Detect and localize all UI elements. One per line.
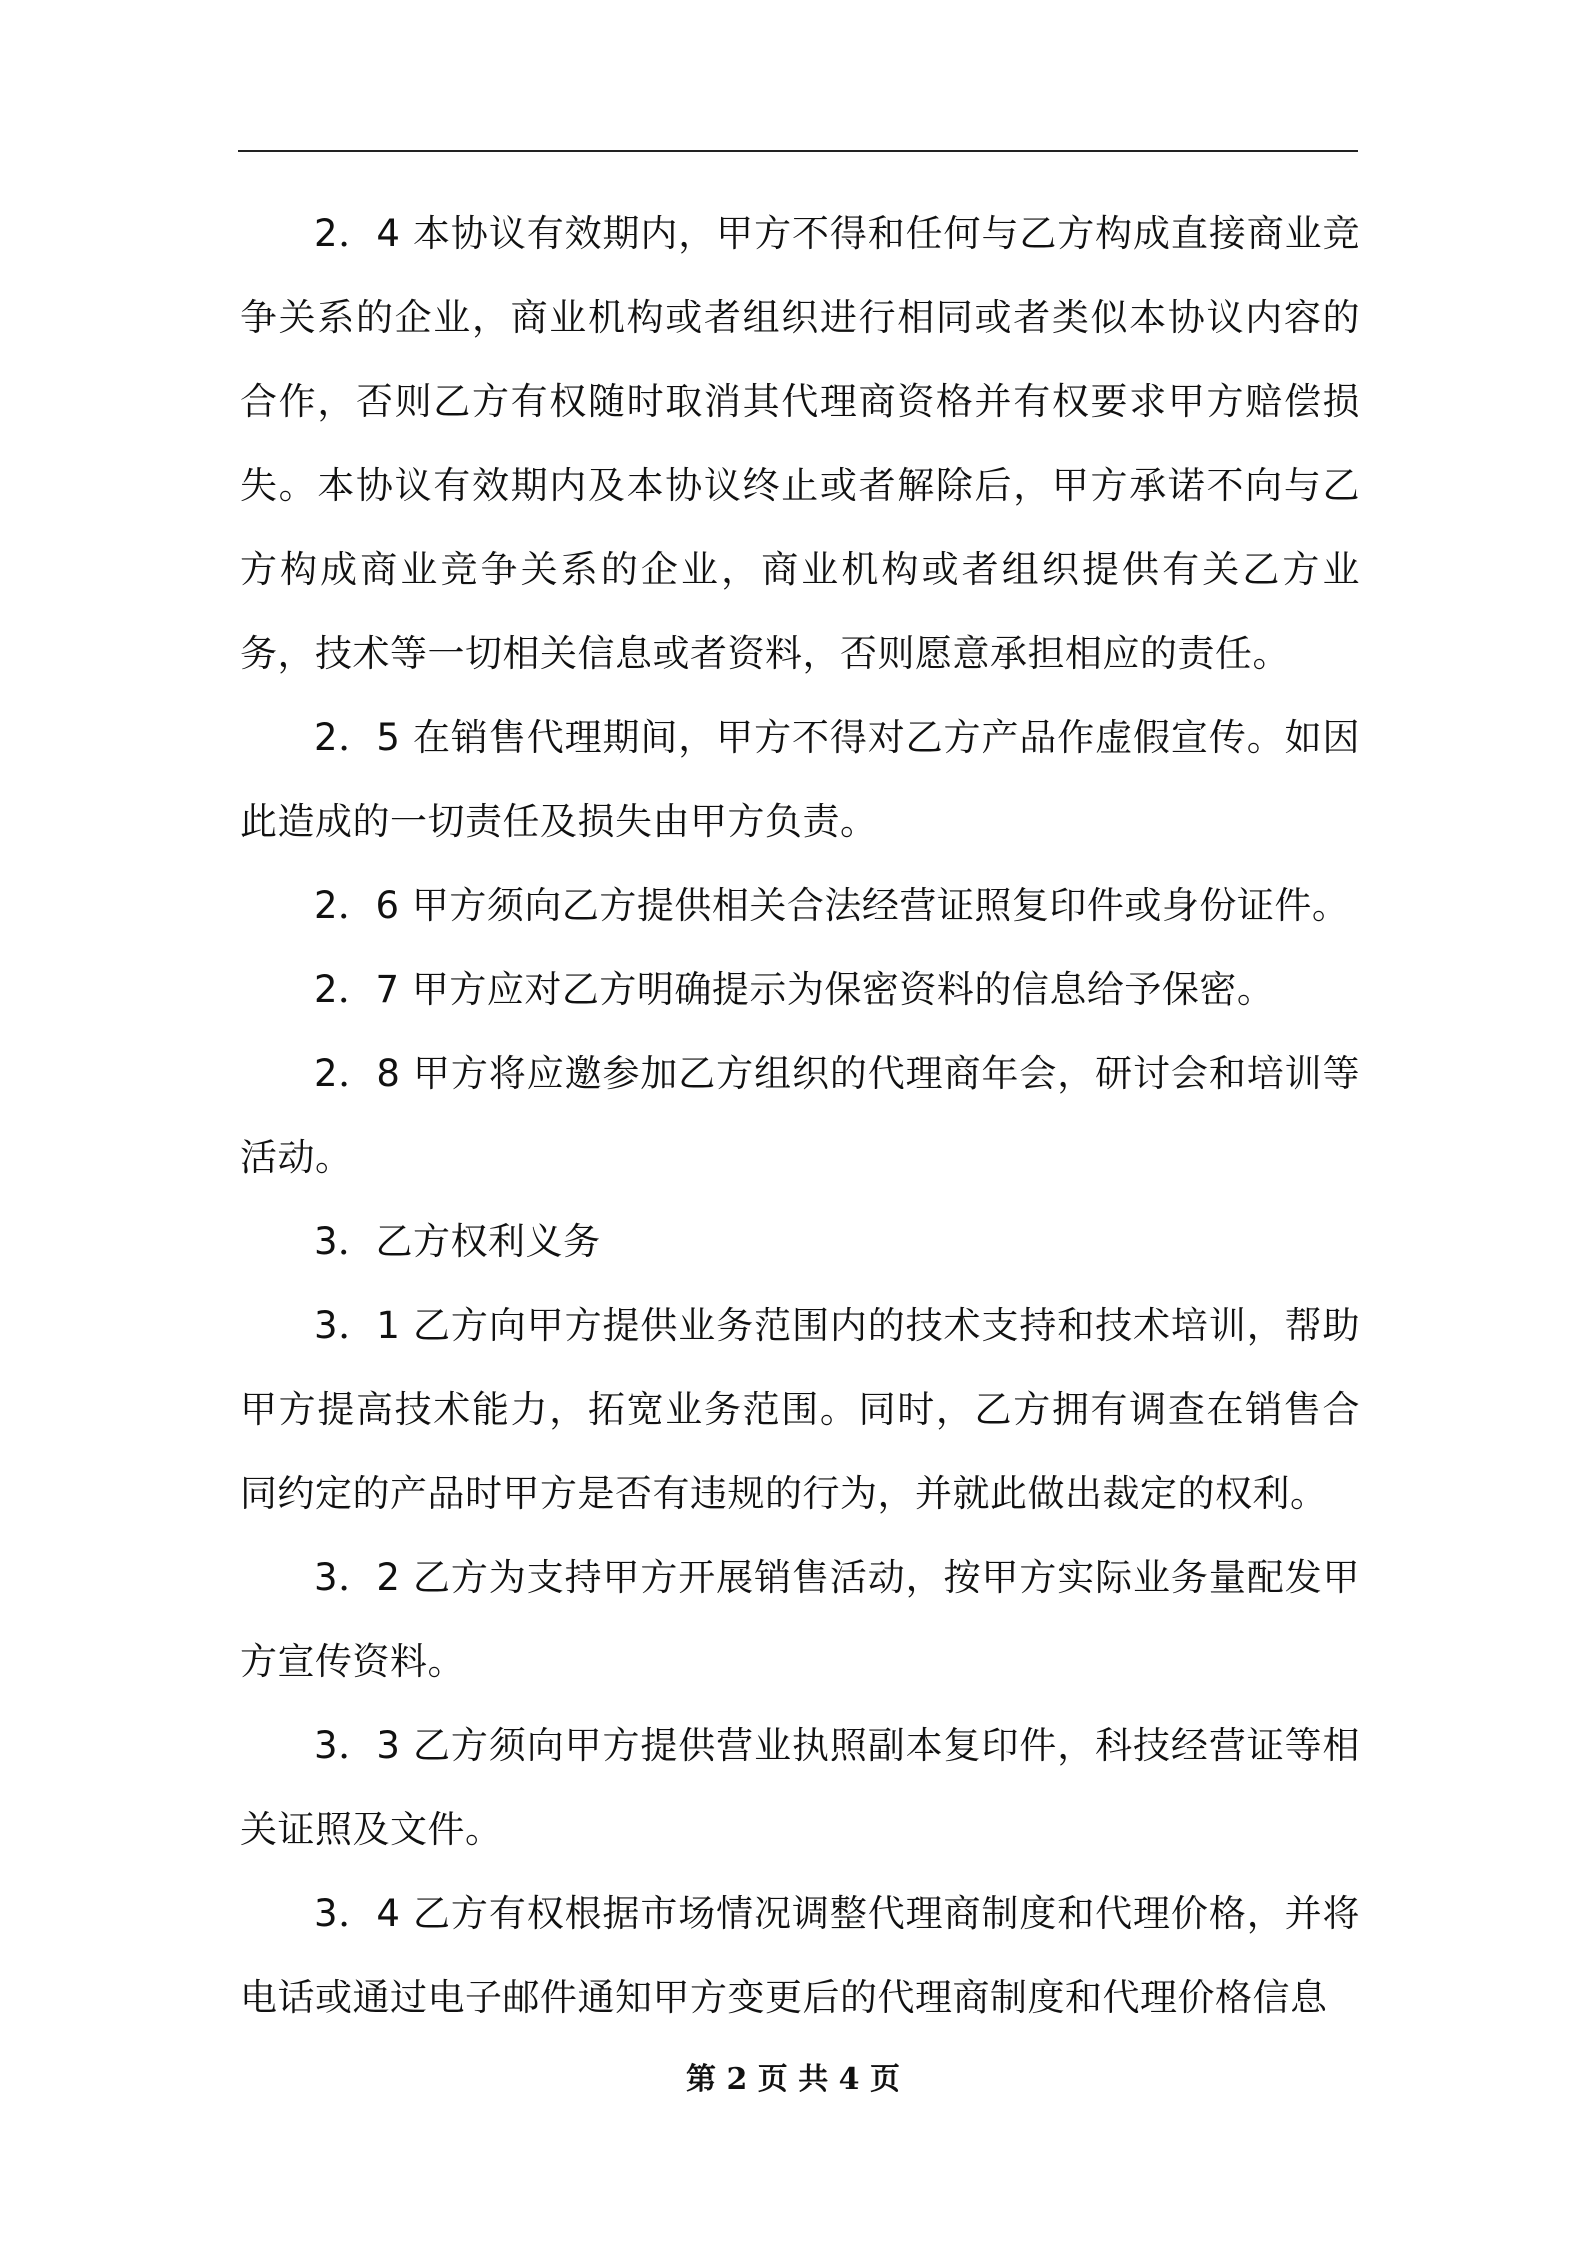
page-number-label: 第 2 页 共 4 页 (686, 2062, 900, 2097)
paragraph-2-8: 2．8 甲方将应邀参加乙方组织的代理商年会，研讨会和培训等活动。 (240, 1052, 1360, 1179)
paragraph-3-3: 3．3 乙方须向甲方提供营业执照副本复印件，科技经营证等相关证照及文件。 (240, 1724, 1360, 1851)
paragraph-3-4: 3．4 乙方有权根据市场情况调整代理商制度和代理价格，并将电话或通过电子邮件通知甲方变更后的代理商制度和代理价格信息 (240, 1892, 1360, 2019)
header-rule (238, 150, 1358, 152)
paragraph-3-1: 3．1 乙方向甲方提供业务范围内的技术支持和技术培训，帮助甲方提高技术能力，拓宽业务范围。同时，乙方拥有调查在销售合同约定的产品时甲方是否有违规的行为，并就此做出裁定的权利。 (240, 1304, 1360, 1515)
document-body (240, 192, 1360, 2040)
page-footer (0, 2060, 1586, 2100)
paragraph-2-4: 2．4 本协议有效期内，甲方不得和任何与乙方构成直接商业竞争关系的企业，商业机构或者组织进行相同或者类似本协议内容的合作，否则乙方有权随时取消其代理商资格并有权要求甲方赔偿损失。本协议有效期内及本协议终止或者解除后，甲方承诺不向与乙方构成商业竞争关系的企业，商业机构或者组织提供有关乙方业务，技术等一切相关信息或者资料，否则愿意承担相应的责任。 (240, 212, 1360, 675)
paragraph-3-2: 3．2 乙方为支持甲方开展销售活动，按甲方实际业务量配发甲方宣传资料。 (240, 1556, 1360, 1683)
paragraph-2-7: 2．7 甲方应对乙方明确提示为保密资料的信息给予保密。 (314, 968, 1275, 1011)
paragraph-2-5: 2．5 在销售代理期间，甲方不得对乙方产品作虚假宣传。如因此造成的一切责任及损失由甲方负责。 (240, 716, 1360, 843)
section-heading-3: 3．乙方权利义务 (314, 1220, 601, 1263)
paragraph-2-6: 2．6 甲方须向乙方提供相关合法经营证照复印件或身份证件。 (314, 884, 1350, 927)
